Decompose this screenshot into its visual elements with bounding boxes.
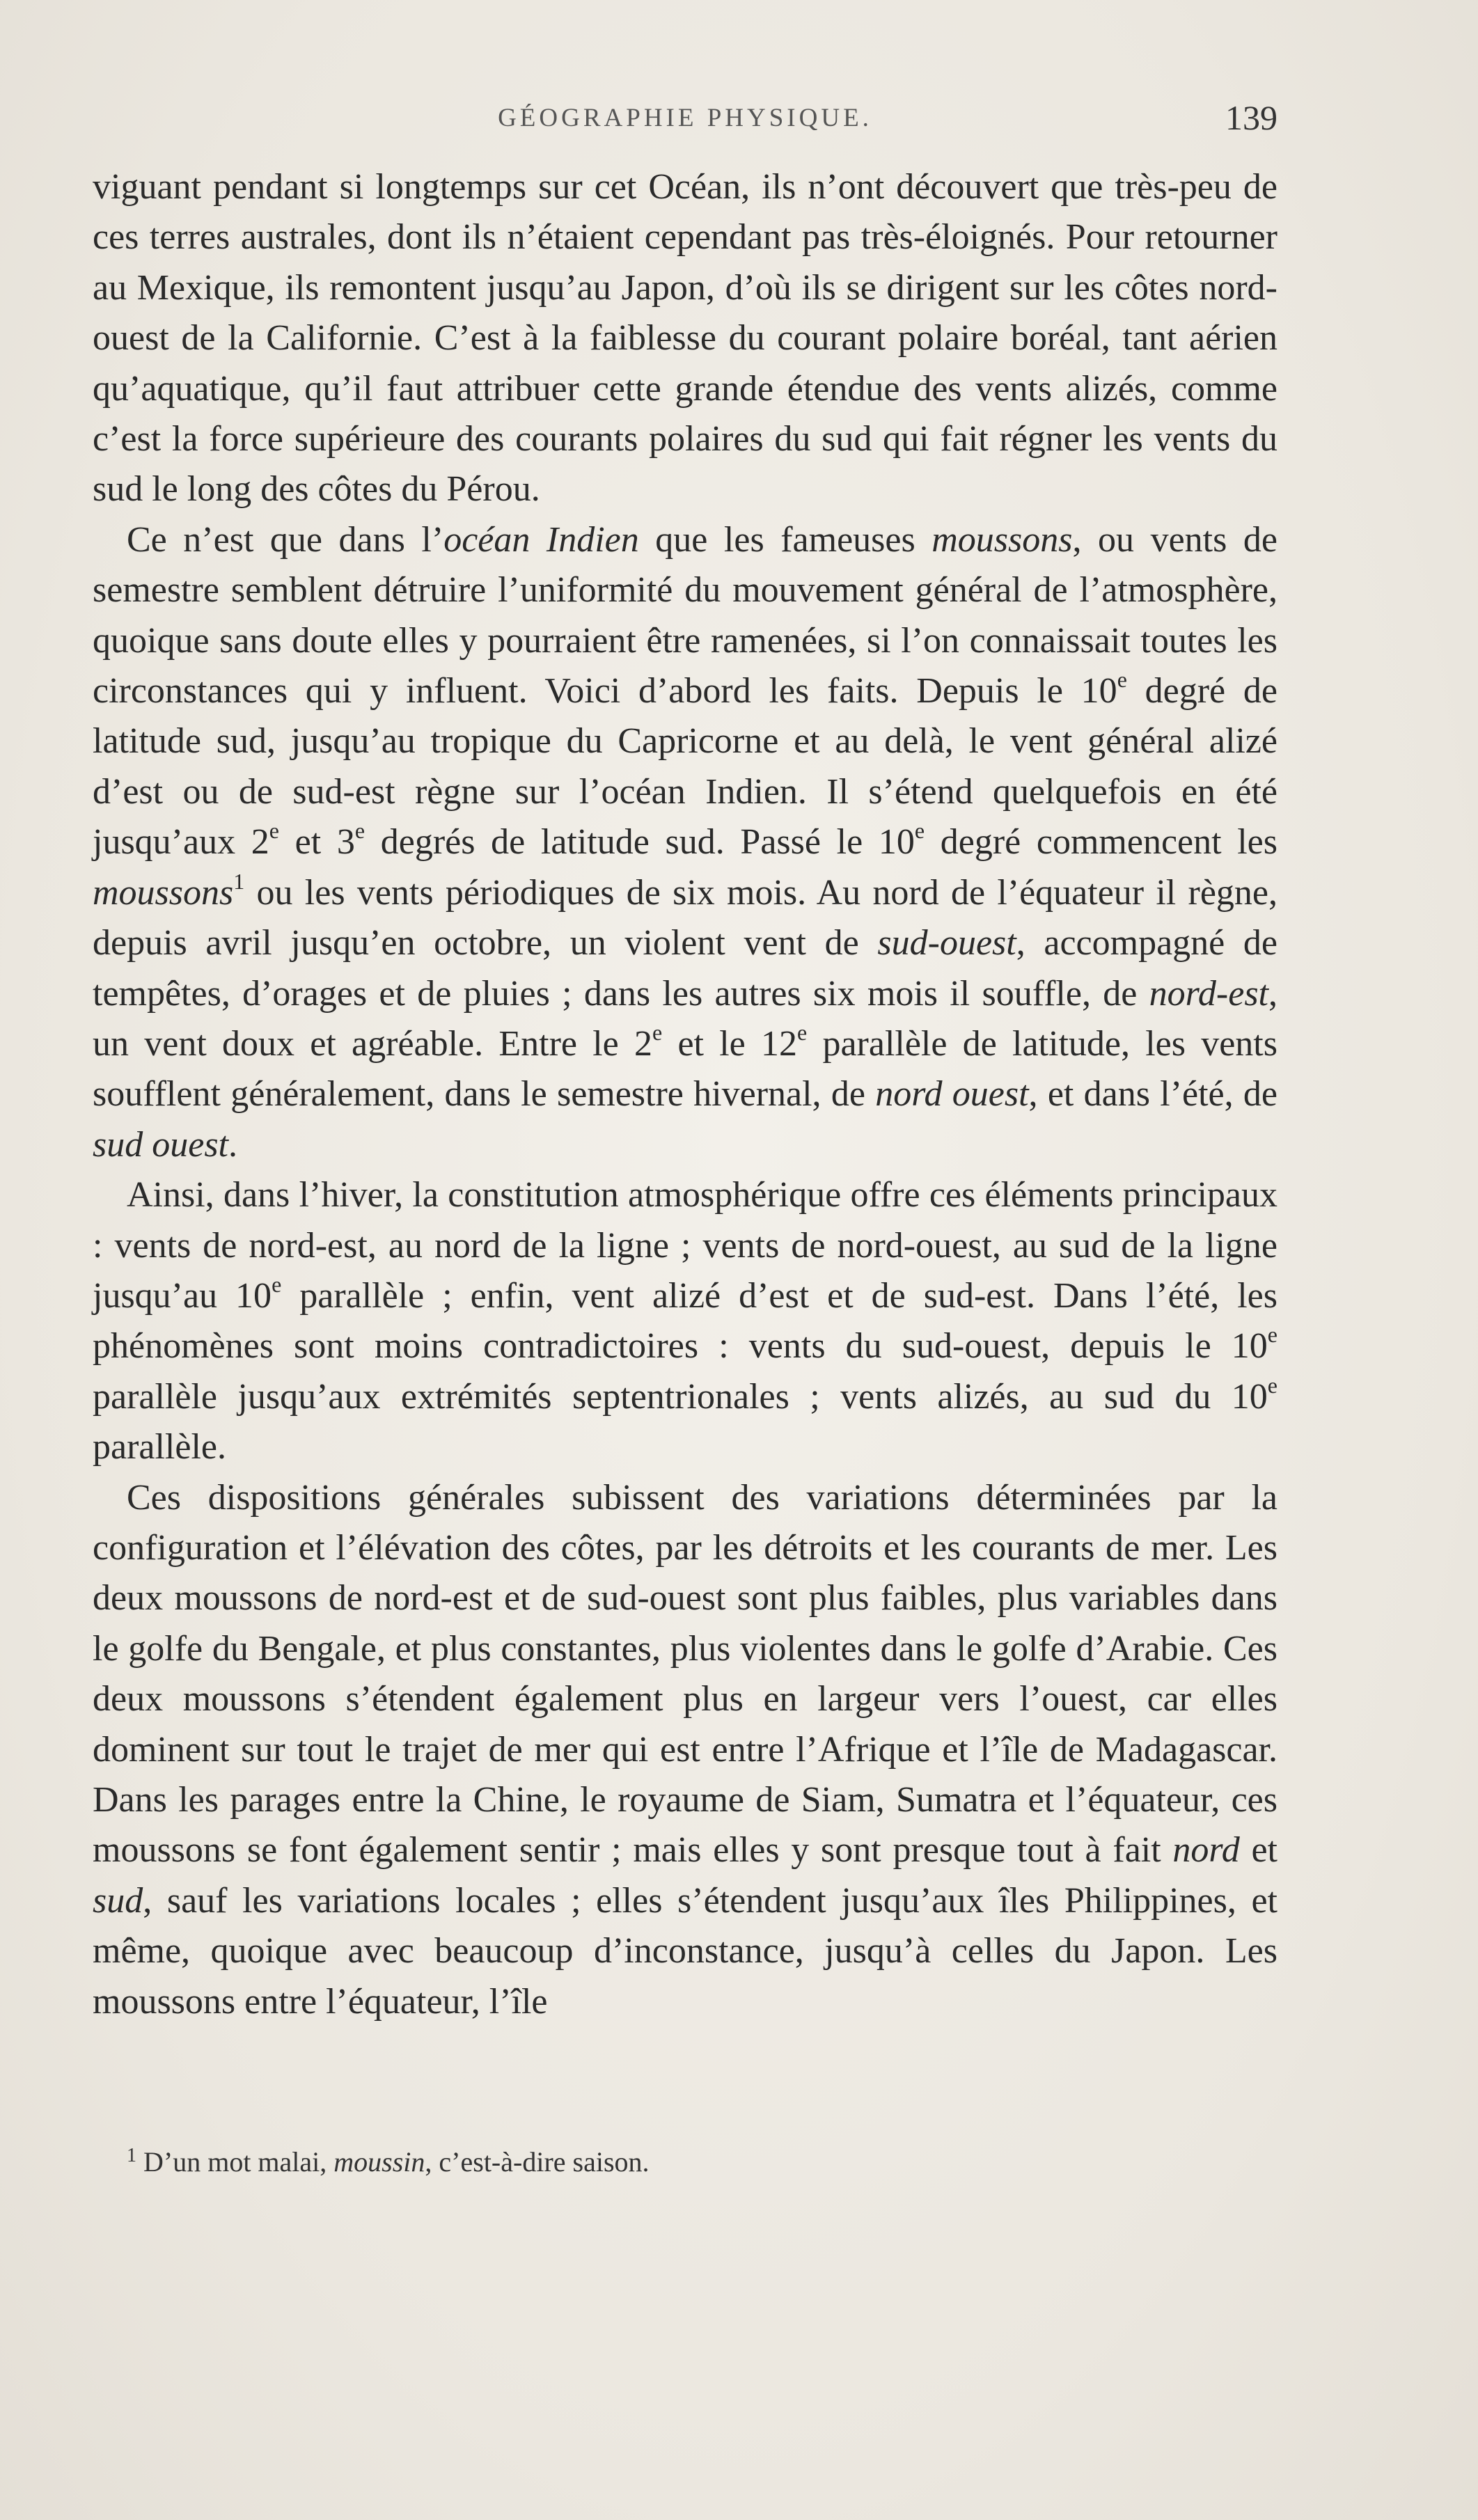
page-header <box>93 97 1277 139</box>
text-run: , sauf les variations locales ; elles s’étendent jusqu’aux îles Philippines, et même, quoique avec beaucoup d’inconstance, jusqu’à celles du Japon. Les moussons entre l’équateur, l’île <box>93 1880 1277 2022</box>
text-run: parallèle ; enfin, vent alizé d’est et de sud-est. Dans l’été, les phénomènes sont moins contradictoires : vents du sud-ouest, depuis le 10 <box>93 1275 1277 1367</box>
italic-text: moussons <box>931 519 1073 560</box>
superscript: e <box>797 1019 808 1045</box>
superscript: e <box>1267 1372 1277 1398</box>
text-run: parallèle. <box>93 1427 226 1467</box>
text-run: parallèle jusqu’aux extrémités septentrionales ; vents alizés, au sud du 10 <box>93 1376 1268 1417</box>
footnote <box>127 2144 1241 2180</box>
italic-text: nord <box>1172 1830 1240 1871</box>
superscript: e <box>269 818 279 844</box>
text-run: Ainsi, dans l’hiver, la constitution atmosphérique offre ces éléments principaux : vents de nord-est, au nord de la ligne ; vents de nord-ouest, au sud de la ligne jusqu’au 10 <box>93 1175 1277 1316</box>
italic-text: nord ouest <box>875 1074 1029 1115</box>
running-title: GÉOGRAPHIE PHYSIQUE. <box>498 104 872 132</box>
text-run: , accompagné de tempêtes, d’orages et de pluies ; dans les autres six mois il souffle, de <box>93 923 1277 1014</box>
italic-text: moussons <box>93 872 234 913</box>
superscript: e <box>272 1271 282 1297</box>
superscript: e <box>1267 1322 1277 1348</box>
text-run: viguant pendant si longtemps sur cet Océan, ils n’ont découvert que très-peu de ces terres australes, dont ils n’étaient cependant pas très-éloignés. Pour retourner au Mexique, ils remontent jusqu’au Japon, d’où ils se dirigent sur les côtes nord-ouest de la Californie. C’est à la faiblesse du courant polaire boréal, tant aérien qu’aquatique, qu’il faut attribuer cette grande étendue des vents alizés, comme c’est la force supérieure des courants polaires du sud qui fait régner les vents du sud le long des côtes du Pérou. <box>93 167 1277 510</box>
italic-text: océan Indien <box>443 519 639 560</box>
text-run: et le 12 <box>662 1023 798 1064</box>
superscript: e <box>1117 667 1127 693</box>
page-number: 139 <box>1225 98 1277 137</box>
superscript: e <box>652 1019 663 1045</box>
paragraph <box>93 162 1277 515</box>
text-run: ou les vents périodiques de six mois. Au nord de l’équateur il règne, depuis avril jusqu’en octobre, un violent vent de <box>93 872 1277 963</box>
text-run: et 3 <box>278 822 355 863</box>
superscript: e <box>354 818 365 844</box>
footnote-marker: 1 <box>127 2145 136 2166</box>
text-run: , un vent doux et agréable. Entre le 2 <box>93 973 1277 1064</box>
body-text <box>93 162 1277 2027</box>
paragraph <box>93 1170 1277 1472</box>
text-run: Ce n’est que dans l’ <box>127 519 444 560</box>
superscript: 1 <box>233 868 245 894</box>
text-run: D’un mot malai, <box>136 2146 334 2178</box>
text-run: , et dans l’été, de <box>1028 1074 1277 1115</box>
text-run: et <box>1239 1830 1277 1871</box>
text-run: degré de latitude sud, jusqu’au tropique du Capricorne et au delà, le vent général alizé d’est ou de sud-est règne sur l’océan Indien. Il s’étend quelquefois en été jusqu’aux 2 <box>93 671 1277 863</box>
italic-text: sud-ouest <box>877 923 1016 963</box>
text-run: que les fameuses <box>638 519 932 560</box>
italic-text: nord-est <box>1149 973 1268 1014</box>
text-run: , c’est-à-dire saison. <box>425 2146 650 2178</box>
text-run: Ces dispositions générales subissent des variations déterminées par la configuration et l’élévation des côtes, par les détroits et les courants de mer. Les deux moussons de nord-est et de sud-ouest sont plus faibles, plus variables dans le golfe du Bengale, et plus constantes, plus violentes dans le golfe d’Arabie. Ces deux moussons s’étendent également plus en largeur vers l’ouest, car elles dominent sur tout le trajet de mer qui est entre l’Afrique et l’île de Madagascar. Dans les parages entre la Chine, le royaume de Siam, Sumatra et l’équateur, ces moussons se font également sentir ; mais elles y sont presque tout à fait <box>93 1477 1277 1871</box>
italic-text: sud ouest <box>93 1124 228 1165</box>
superscript: e <box>914 818 925 844</box>
italic-text: moussin <box>333 2146 425 2178</box>
text-run: degrés de latitude sud. Passé le 10 <box>365 822 915 863</box>
paragraph <box>93 1473 1277 2027</box>
text-run: parallèle de latitude, les vents soufflent généralement, dans le semestre hivernal, de <box>93 1023 1277 1115</box>
text-run: degré commencent les <box>925 822 1277 863</box>
text-run: , ou vents de semestre semblent détruire l’uniformité du mouvement général de l’atmosphère, quoique sans doute elles y pourraient être ramenées, si l’on connaissait toutes les circonstances qui y influent. Voici d’abord les faits. Depuis le 10 <box>93 519 1277 711</box>
paragraph <box>93 515 1277 1170</box>
italic-text: sud <box>93 1880 143 1921</box>
text-run: . <box>228 1124 237 1165</box>
